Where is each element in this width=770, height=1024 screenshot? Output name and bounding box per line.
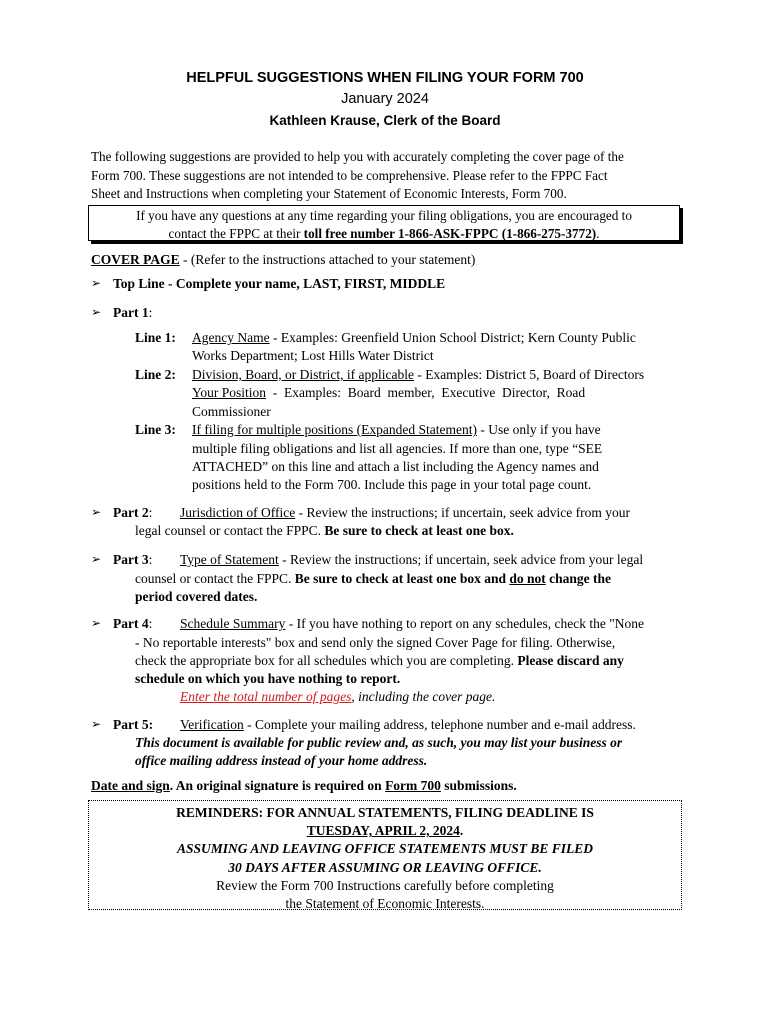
part4-desc: - If you have nothing to report on any schedules, check the "None — [285, 616, 645, 631]
line1-underlined: Agency Name — [192, 330, 270, 345]
date-sign-form: Form 700 — [385, 778, 441, 793]
intro-paragraph — [91, 148, 685, 204]
line1-text-cont: Works Department; Lost Hills Water District — [192, 348, 434, 363]
date-sign-text: . An original signature is required on — [169, 778, 386, 793]
bullet-arrow-icon: ➢ — [91, 305, 102, 319]
line2-desc: - Examples: District 5, Board of Directors — [413, 367, 645, 382]
bullet-arrow-icon: ➢ — [91, 505, 102, 519]
part4-emphasis: Please discard any — [517, 653, 624, 668]
line3-text-cont: multiple filing obligations and list all agencies. If more than one, type “SEE — [192, 441, 603, 456]
part4-pages-italic: , including the cover page. — [351, 689, 496, 704]
line2b-text-cont: Commissioner — [192, 404, 271, 419]
part5-emphasis-text: office mailing address instead of your home address — [135, 753, 424, 768]
part3-emphasis-underlined: do not — [509, 571, 546, 586]
reminder-line: ASSUMING AND LEAVING OFFICE STATEMENTS MUST BE FILED — [177, 841, 593, 857]
line1-desc: - Examples: Greenfield Union School District; Kern County Public — [269, 330, 636, 345]
part3-label: Part 3 — [113, 552, 149, 567]
date-sign-underlined: Date and sign — [91, 778, 170, 793]
intro-line: Form 700. These suggestions are not intended to be comprehensive. Please refer to the FPPC Fact — [91, 167, 608, 183]
part3-desc2: counsel or contact the FPPC. — [135, 571, 295, 586]
intro-line: The following suggestions are provided to help you with accurately completing the cover page of the — [91, 149, 624, 164]
reminder-line: REMINDERS: FOR ANNUAL STATEMENTS, FILING DEADLINE IS — [176, 805, 594, 820]
bullet-arrow-icon: ➢ — [91, 717, 102, 731]
part2-label: Part 2 — [113, 505, 149, 520]
part4-pages-note — [180, 688, 495, 707]
line2b-desc: - Examples: Board member, Executive Director, Road — [266, 385, 586, 400]
line2-underlined: Division, Board, or District, if applicable — [192, 367, 414, 382]
line2b-text — [192, 384, 585, 403]
part4-text-cont: - No reportable interests" box and send only the signed Cover Page for filing. Otherwise, — [135, 635, 616, 650]
reminder-line: Review the Form 700 Instructions carefully before completing — [216, 877, 554, 893]
part2-text — [180, 504, 630, 523]
cover-page-note: - (Refer to the instructions attached to your statement) — [179, 252, 476, 267]
reminder-line: 30 DAYS AFTER ASSUMING OR LEAVING OFFICE. — [228, 859, 542, 875]
bullet-arrow-icon: ➢ — [91, 276, 102, 290]
callout-line: If you have any questions at any time regarding your filing obligations, you are encouraged to — [136, 208, 632, 223]
part4-desc3: check the appropriate box for all schedules which you are completing. — [135, 653, 518, 668]
part4-label: Part 4 — [113, 616, 149, 631]
part4-heading — [113, 615, 152, 634]
part5-desc: - Complete your mailing address, telephone number and e-mail address. — [243, 717, 636, 732]
part3-colon: : — [148, 552, 153, 567]
part5-label: Part 5: — [113, 717, 154, 732]
line2-label: Line 2: — [135, 367, 176, 382]
line3-desc: - Use only if you have — [476, 422, 601, 437]
reminder-deadline-date: TUESDAY, APRIL 2, 2024 — [306, 823, 460, 839]
line3-text — [192, 421, 601, 440]
cover-page-title: COVER PAGE — [91, 252, 180, 267]
part1-colon: : — [148, 305, 153, 320]
line3-text-cont: positions held to the Form 700. Include this page in your total page count. — [192, 477, 592, 492]
reminder-deadline-dot: . — [459, 823, 464, 839]
reminder-line: the Statement of Economic Interests. — [285, 896, 485, 912]
part1-label: Part 1 — [113, 305, 149, 320]
date-and-sign — [91, 777, 517, 796]
callout-line — [89, 225, 679, 243]
part2-heading — [113, 504, 152, 523]
part3-heading — [113, 551, 152, 570]
part5-emphasis-cont — [135, 752, 427, 771]
part2-colon: : — [148, 505, 153, 520]
line2b-underlined: Your Position — [192, 385, 267, 400]
part2-underlined: Jurisdiction of Office — [180, 505, 296, 520]
part4-underlined: Schedule Summary — [180, 616, 286, 631]
part4-text — [180, 615, 644, 634]
reminder-deadline — [89, 822, 681, 840]
part4-text-cont — [135, 652, 624, 671]
document-date: January 2024 — [341, 91, 429, 107]
document-clerk: Kathleen Krause, Clerk of the Board — [269, 113, 501, 128]
part4-colon: : — [148, 616, 153, 631]
part3-emphasis: Be sure to check at least one box and — [294, 571, 510, 586]
part3-text-cont — [135, 570, 611, 589]
callout-period: . — [596, 226, 600, 241]
line2-text — [192, 366, 644, 385]
callout-text: contact the FPPC at their — [168, 226, 304, 241]
top-line-item: Top Line - Complete your name, LAST, FIRST, MIDDLE — [113, 276, 446, 291]
part5-emphasis-dot: . — [423, 753, 428, 768]
date-sign-end: submissions. — [440, 778, 517, 793]
part1-heading — [113, 304, 152, 323]
part5-emphasis: This document is available for public review and, as such, you may list your business or — [135, 735, 623, 750]
line1-text — [192, 329, 636, 348]
bullet-arrow-icon: ➢ — [91, 616, 102, 630]
part3-text — [180, 551, 643, 570]
part2-emphasis: Be sure to check at least one box. — [324, 523, 514, 538]
line3-underlined: If filing for multiple positions (Expanded Statement) — [192, 422, 477, 437]
intro-line: Sheet and Instructions when completing your Statement of Economic Interests, Form 700. — [91, 186, 567, 201]
part2-desc: - Review the instructions; if uncertain, seek advice from your — [295, 505, 631, 520]
bullet-arrow-icon: ➢ — [91, 552, 102, 566]
callout-phone: toll free number 1-866-ASK-FPPC (1-866-275-3772) — [303, 226, 597, 241]
part3-emphasis2: change the — [545, 571, 611, 586]
part4-pages-red: Enter the total number of pages — [180, 689, 352, 704]
cover-page-heading — [91, 251, 475, 270]
contact-callout-box — [88, 205, 680, 241]
part4-emphasis-cont: schedule on which you have nothing to report. — [135, 671, 401, 686]
part3-emphasis-cont: period covered dates. — [135, 589, 258, 604]
line3-text-cont: ATTACHED” on this line and attach a list including the Agency names and — [192, 459, 599, 474]
part5-text — [180, 716, 636, 735]
line1-label: Line 1: — [135, 330, 176, 345]
document-title: HELPFUL SUGGESTIONS WHEN FILING YOUR FORM 700 — [186, 70, 584, 86]
reminders-box — [88, 800, 682, 910]
part3-underlined: Type of Statement — [180, 552, 279, 567]
line3-label: Line 3: — [135, 422, 176, 437]
part2-text-cont — [135, 522, 514, 541]
part5-underlined: Verification — [180, 717, 244, 732]
part2-desc2: legal counsel or contact the FPPC. — [135, 523, 325, 538]
part3-desc: - Review the instructions; if uncertain, seek advice from your legal — [278, 552, 644, 567]
